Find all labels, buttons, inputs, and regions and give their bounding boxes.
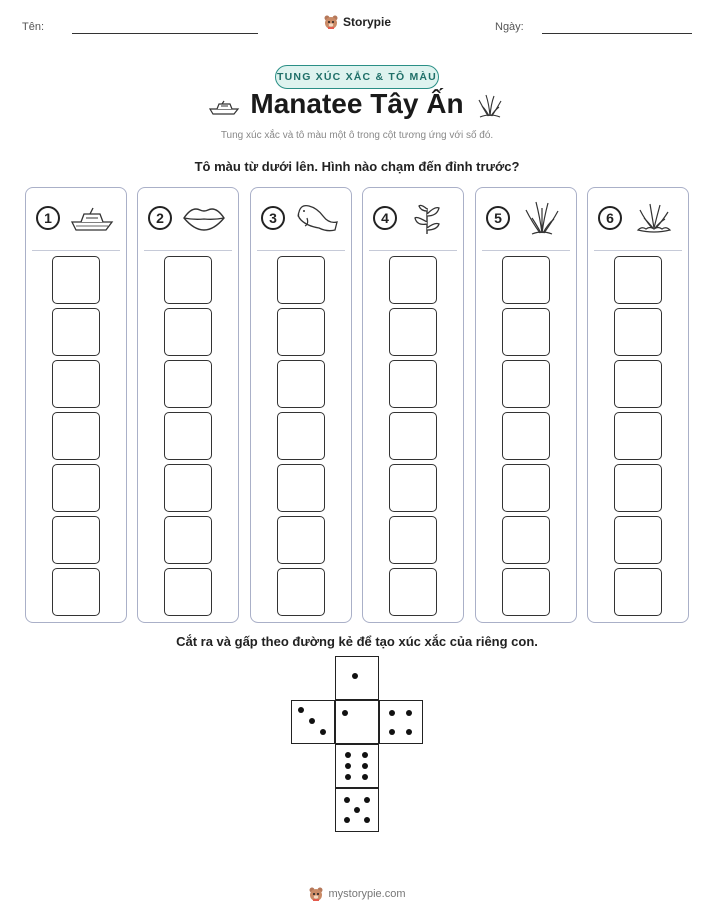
bear-logo-icon xyxy=(308,886,324,902)
die-pip xyxy=(389,710,395,716)
die-pip xyxy=(344,797,350,803)
column-header xyxy=(363,188,463,250)
color-cell[interactable] xyxy=(164,568,212,616)
die-pip xyxy=(345,752,351,758)
color-cell[interactable] xyxy=(502,464,550,512)
die-pip xyxy=(364,817,370,823)
color-cell[interactable] xyxy=(614,464,662,512)
seagrass-icon xyxy=(518,200,566,236)
color-cell[interactable] xyxy=(164,464,212,512)
color-cell[interactable] xyxy=(389,412,437,460)
die-pip xyxy=(342,710,348,716)
color-cell[interactable] xyxy=(52,412,100,460)
color-cell[interactable] xyxy=(52,516,100,564)
column-1 xyxy=(25,187,127,623)
column-3 xyxy=(250,187,352,623)
manatee-icon xyxy=(293,200,341,236)
die-pip xyxy=(362,752,368,758)
color-cell[interactable] xyxy=(389,256,437,304)
column-number: 5 xyxy=(486,206,510,230)
column-header xyxy=(26,188,126,250)
die-face-4 xyxy=(379,700,423,744)
color-cell[interactable] xyxy=(277,412,325,460)
boat-icon xyxy=(68,200,116,236)
cell-stack xyxy=(389,256,437,620)
page-subtitle: Tung xúc xắc và tô màu một ô trong cột tương ứng với số đó. xyxy=(220,130,494,141)
column-2 xyxy=(137,187,239,623)
column-divider xyxy=(369,250,457,251)
color-cell[interactable] xyxy=(52,360,100,408)
column-header xyxy=(138,188,238,250)
die-face-1 xyxy=(335,656,379,700)
column-4 xyxy=(362,187,464,623)
column-divider xyxy=(257,250,345,251)
die-pip xyxy=(406,710,412,716)
cell-stack xyxy=(277,256,325,620)
color-cell[interactable] xyxy=(164,256,212,304)
die-face-6 xyxy=(335,744,379,788)
die-pip xyxy=(406,729,412,735)
column-number: 3 xyxy=(261,206,285,230)
column-header xyxy=(251,188,351,250)
color-cell[interactable] xyxy=(389,360,437,408)
brand-name: Storypie xyxy=(342,15,391,29)
column-divider xyxy=(482,250,570,251)
column-divider xyxy=(144,250,232,251)
die-face-1 xyxy=(335,700,379,744)
color-cell[interactable] xyxy=(502,568,550,616)
color-cell[interactable] xyxy=(164,412,212,460)
seagrass-clump-icon xyxy=(630,200,678,236)
color-cell[interactable] xyxy=(277,464,325,512)
die-pip xyxy=(362,774,368,780)
die-pip xyxy=(354,807,360,813)
date-label: Ngày: xyxy=(495,21,524,33)
column-6 xyxy=(587,187,689,623)
color-cell[interactable] xyxy=(502,412,550,460)
column-5 xyxy=(475,187,577,623)
plant-sprout-icon xyxy=(405,200,453,236)
color-cell[interactable] xyxy=(614,308,662,356)
cell-stack xyxy=(164,256,212,620)
color-cell[interactable] xyxy=(614,568,662,616)
die-pip xyxy=(344,817,350,823)
color-cell[interactable] xyxy=(389,568,437,616)
die-pip xyxy=(320,729,326,735)
die-pip xyxy=(345,774,351,780)
brand-logo xyxy=(0,14,714,30)
footer-url[interactable]: mystorypie.com xyxy=(328,888,406,900)
lips-icon xyxy=(180,200,228,236)
color-cell[interactable] xyxy=(614,412,662,460)
color-cell[interactable] xyxy=(164,308,212,356)
color-cell[interactable] xyxy=(502,516,550,564)
die-pip xyxy=(345,763,351,769)
footer xyxy=(0,886,714,902)
column-divider xyxy=(32,250,120,251)
bear-logo-icon xyxy=(323,14,339,30)
color-cell[interactable] xyxy=(614,360,662,408)
title-seagrass-icon xyxy=(476,92,504,120)
name-label: Tên: xyxy=(22,21,45,33)
die-pip xyxy=(298,707,304,713)
color-cell[interactable] xyxy=(389,308,437,356)
column-number: 1 xyxy=(36,206,60,230)
color-cell[interactable] xyxy=(164,360,212,408)
activity-badge: TUNG XÚC XẮC & TÔ MÀU xyxy=(275,65,439,89)
die-face-3 xyxy=(291,700,335,744)
column-number: 4 xyxy=(373,206,397,230)
color-cell[interactable] xyxy=(164,516,212,564)
page-title: Manatee Tây Ấn xyxy=(250,88,464,119)
die-pip xyxy=(352,673,358,679)
color-cell[interactable] xyxy=(614,516,662,564)
column-header xyxy=(476,188,576,250)
cut-fold-instruction: Cắt ra và gấp theo đường kẻ để tạo xúc xắc của riêng con. xyxy=(176,634,538,649)
color-cell[interactable] xyxy=(277,360,325,408)
column-number: 2 xyxy=(148,206,172,230)
color-cell[interactable] xyxy=(277,568,325,616)
coloring-instruction: Tô màu từ dưới lên. Hình nào chạm đến đỉnh trước? xyxy=(194,159,520,174)
color-cell[interactable] xyxy=(52,464,100,512)
date-line xyxy=(542,33,692,34)
column-number: 6 xyxy=(598,206,622,230)
color-cell[interactable] xyxy=(502,256,550,304)
die-pip xyxy=(389,729,395,735)
cell-stack xyxy=(52,256,100,620)
color-cell[interactable] xyxy=(52,256,100,304)
cell-stack xyxy=(502,256,550,620)
name-line xyxy=(72,33,258,34)
color-cell[interactable] xyxy=(389,464,437,512)
column-divider xyxy=(594,250,682,251)
color-cell[interactable] xyxy=(502,308,550,356)
color-cell[interactable] xyxy=(502,360,550,408)
color-cell[interactable] xyxy=(52,568,100,616)
die-pip xyxy=(309,718,315,724)
color-cell[interactable] xyxy=(277,256,325,304)
color-cell[interactable] xyxy=(389,516,437,564)
die-face-5 xyxy=(335,788,379,832)
color-cell[interactable] xyxy=(277,308,325,356)
color-cell[interactable] xyxy=(277,516,325,564)
column-header xyxy=(588,188,688,250)
die-pip xyxy=(362,763,368,769)
color-cell[interactable] xyxy=(614,256,662,304)
die-pip xyxy=(364,797,370,803)
cell-stack xyxy=(614,256,662,620)
color-cell[interactable] xyxy=(52,308,100,356)
